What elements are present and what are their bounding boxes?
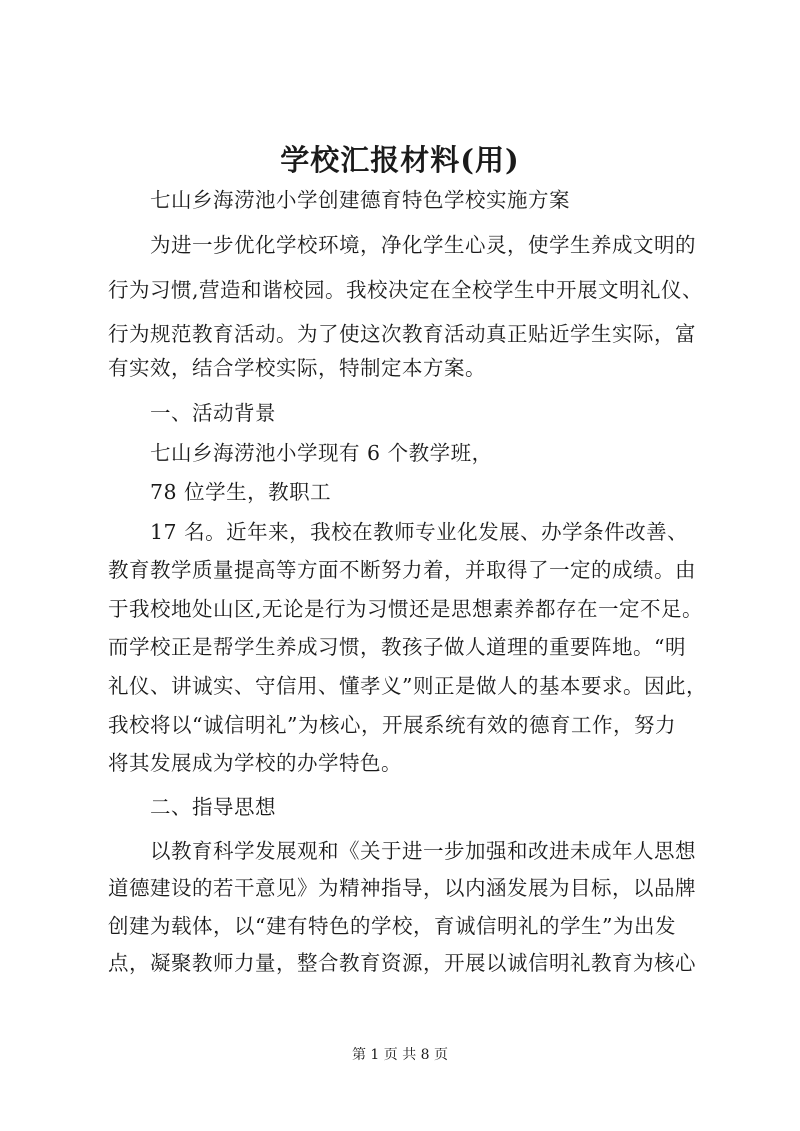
paragraph-line: 点，凝聚教师力量，整合教育资源，开展以诚信明礼教育为核心 [108,951,696,975]
paragraph-line: 行为习惯,营造和谐校园。我校决定在全校学生中开展文明礼仪、 [108,278,704,302]
paragraph-line: 道德建设的若干意见》为精神指导，以内涵发展为目标，以品牌 [108,876,696,900]
section-heading: 二、指导思想 [108,795,276,819]
paragraph-line: 于我校地处山区,无论是行为习惯还是思想素养都存在一定不足。 [108,597,704,621]
paragraph-line: 行为规范教育活动。为了使这次教育活动真正贴近学生实际，富 [108,322,696,346]
paragraph-line: 七山乡海涝池小学现有 6 个教学班， [108,441,493,465]
paragraph-line: 教育教学质量提高等方面不断努力着，并取得了一定的成绩。由 [108,558,696,582]
document-title: 学校汇报材料(用) [280,143,520,177]
paragraph-line: 创建为载体，以“建有特色的学校，育诚信明礼的学生”为出发 [108,914,676,938]
paragraph-line: 78 位学生，教职工 [108,480,332,504]
paragraph-line: 以教育科学发展观和《关于进一步加强和改进未成年人思想 [108,839,696,863]
page-number-footer: 第 1 页 共 8 页 [351,1047,449,1063]
section-heading: 一、活动背景 [108,401,276,425]
paragraph-line: 而学校正是帮学生养成习惯，教孩子做人道理的重要阵地。“明 [108,635,686,659]
paragraph-line: 为进一步优化学校环境，净化学生心灵，使学生养成文明的 [108,233,696,257]
paragraph-line: 我校将以“诚信明礼”为核心，开展系统有效的德育工作，努力 [108,713,676,737]
paragraph-line: 将其发展成为学校的办学特色。 [108,751,402,775]
paragraph-line: 礼仪、讲诚实、守信用、懂孝义”则正是做人的基本要求。因此， [108,674,707,698]
paragraph-line: 有实效，结合学校实际，特制定本方案。 [108,356,486,380]
paragraph-line: 17 名。近年来，我校在教师专业化发展、办学条件改善、 [108,520,689,544]
paragraph-line: 七山乡海涝池小学创建德育特色学校实施方案 [108,188,570,212]
